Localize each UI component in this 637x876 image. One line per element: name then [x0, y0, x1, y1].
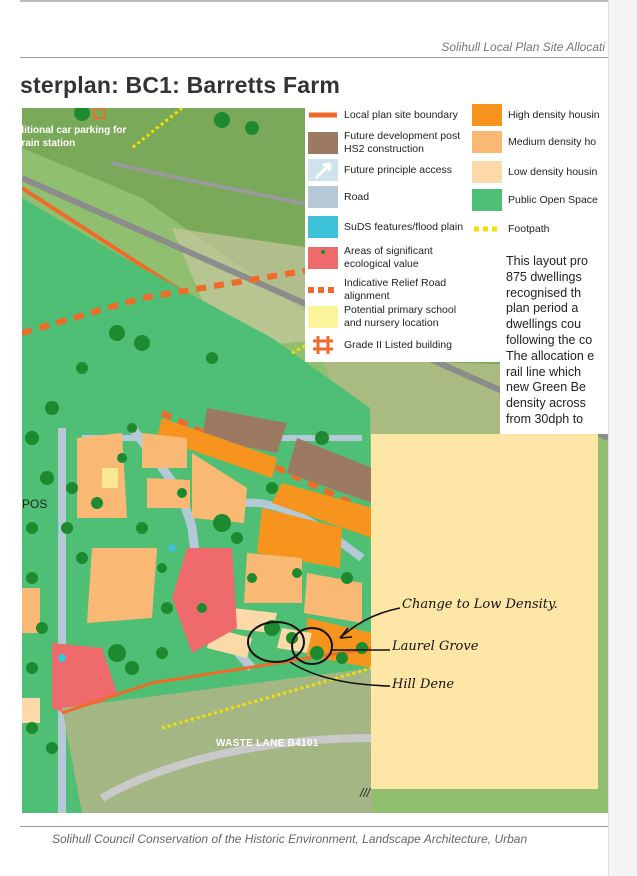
body-text-line: 875 dwellings [506, 269, 582, 284]
document-header-title: Solihull Local Plan Site Allocati [441, 40, 605, 54]
legend-label: SuDS features/flood plain [344, 220, 464, 233]
body-text-column [500, 254, 608, 434]
body-text-line: plan period a [506, 301, 579, 316]
legend-label: Local plan site boundary [344, 108, 458, 121]
map-corner-mark: /// [360, 786, 371, 800]
legend-item-listed-building [308, 334, 473, 356]
legend-label: Areas of significant ecological value [344, 245, 433, 270]
body-text-line: from 30dph to [506, 411, 584, 426]
scan-edge [608, 0, 637, 876]
legend-item-road [308, 186, 473, 208]
legend-label: Medium density ho [508, 135, 597, 148]
legend-item-relief-road [308, 277, 473, 303]
legend-label: Footpath [508, 222, 550, 235]
map-label-waste-lane: WASTE LANE B4101 [216, 738, 319, 749]
header-divider [20, 57, 608, 58]
post-hs2-swatch-icon [308, 132, 338, 154]
map-label-pos: POS [22, 497, 48, 511]
school-swatch-icon [308, 306, 338, 328]
legend-item-principle-access [308, 159, 473, 181]
body-text-line: dwellings cou [506, 317, 582, 332]
listed-building-hash-icon [308, 334, 338, 356]
body-text-line: recognised th [506, 285, 582, 300]
legend-item-footpath [472, 218, 608, 240]
annotation-change-to-low-density: Change to Low Density. [402, 597, 558, 612]
legend-label: Indicative Relief Road alignment [344, 277, 447, 302]
body-text-line: following the co [506, 332, 593, 347]
legend-item-site-boundary [308, 104, 468, 126]
legend-label: Future principle access [344, 163, 452, 176]
relief-road-dashed-swatch-icon [308, 279, 338, 301]
high-density-swatch-icon [472, 104, 502, 126]
legend-item-high-density [472, 104, 608, 126]
legend-label: Low density housin [508, 165, 598, 178]
body-text-line: new Green Be [506, 380, 586, 395]
legend-item-low-density [472, 161, 608, 183]
header-rule [20, 0, 608, 2]
annotation-hill-dene: Hill Dene [392, 677, 455, 692]
body-text-line: This layout pro [506, 254, 588, 268]
legend-label: Potential primary school and nursery location [344, 304, 457, 329]
public-open-space-swatch-icon [472, 189, 502, 211]
suds-swatch-icon [308, 216, 338, 238]
legend-label: Grade II Listed building [344, 338, 452, 351]
legend-item-school [308, 304, 473, 330]
legend-item-post-hs2 [308, 130, 473, 156]
legend-item-ecological [308, 245, 473, 271]
annotation-laurel-grove: Laurel Grove [392, 639, 479, 654]
legend-item-public-open-space [472, 189, 608, 211]
legend-item-medium-density [472, 131, 608, 153]
legend-label: Road [344, 190, 370, 203]
body-text-line: The allocation e [506, 348, 595, 363]
legend-label: Future development post HS2 construction [344, 130, 461, 155]
footer-divider [20, 826, 608, 827]
body-text-line: density across [506, 396, 586, 411]
legend-item-suds [308, 216, 473, 238]
annotation-strokes [240, 590, 410, 700]
ecological-swatch-icon [308, 247, 338, 269]
access-arrow-swatch-icon [308, 159, 338, 181]
footpath-dotted-swatch-icon [472, 218, 502, 240]
body-text-line: rail line which [506, 364, 582, 379]
legend-label: High density housin [508, 108, 600, 121]
page-title: sterplan: BC1: Barretts Farm [20, 72, 341, 98]
map-label-car-parking: ditional car parking for train station [18, 125, 127, 149]
road-swatch-icon [308, 186, 338, 208]
medium-density-swatch-icon [472, 131, 502, 153]
low-density-swatch-icon [472, 161, 502, 183]
site-boundary-swatch-icon [308, 104, 338, 126]
legend-label: Public Open Space [508, 193, 598, 206]
document-footer: Solihull Council Conservation of the Historic Environment, Landscape Architecture, Urban [52, 832, 528, 846]
